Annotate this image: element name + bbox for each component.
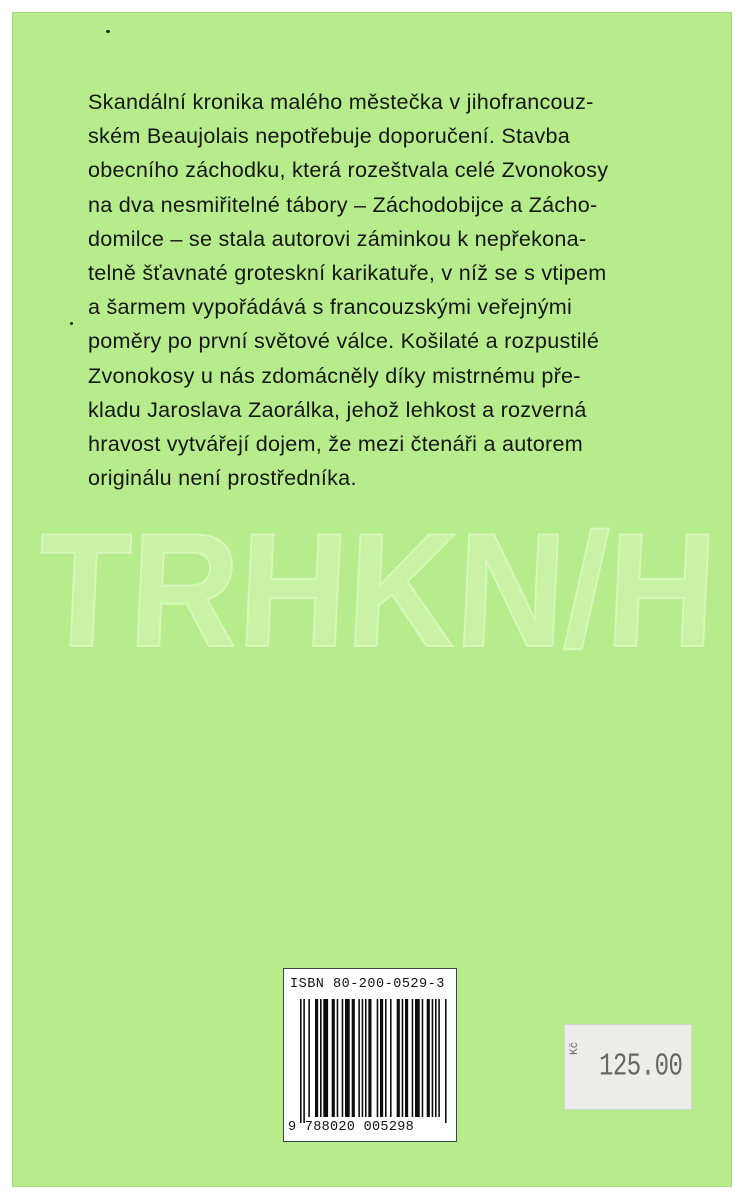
barcode-bar — [303, 999, 305, 1123]
barcode-bar — [432, 999, 434, 1117]
barcode-bar — [445, 999, 447, 1123]
barcode-bar — [402, 999, 404, 1117]
barcode-bar — [390, 999, 392, 1117]
barcode-bar — [358, 999, 360, 1117]
barcode-bar — [427, 999, 430, 1117]
barcode-bar — [342, 999, 344, 1117]
barcode-bar — [337, 999, 339, 1117]
barcode-bar — [332, 999, 335, 1117]
price-value: 125.00 — [599, 1049, 683, 1086]
speck-mark — [106, 30, 110, 33]
barcode-bar — [380, 999, 383, 1117]
barcode-bars — [300, 999, 450, 1123]
barcode-bar — [320, 999, 322, 1117]
isbn-barcode — [283, 968, 457, 1142]
price-currency: Kč — [569, 1041, 581, 1055]
barcode-bar — [345, 999, 350, 1117]
barcode-bar — [435, 999, 437, 1117]
barcode-bar — [315, 999, 318, 1117]
barcode-bar — [397, 999, 400, 1117]
isbn-number: ISBN 80-200-0529-3 — [290, 977, 445, 992]
blurb-text: Skandální kronika malého městečka v jihofrancouz- ském Beaujolais nepotřebuje doporučení. Stavba obecního záchodku, která rozeštvala celé Zvonokosy na dva nesmiřitelné tábory – Záchodobijce a Zácho- domilce – se stala autorovi záminkou k nepřekona- telně šťavnaté groteskní karikatuře, v níž se s vtipem a šarmem vypořádává s francouzskými veřejnými poměry po první světové válce. Košilaté a rozpustilé Zvonokosy u nás zdomácněly díky mistrnému pře- kladu Jaroslava Zaorálka, jehož lehkost a rozverná hravost vytvářejí dojem, že mezi čtenáři a autorem originálu není prostředníka. — [88, 89, 609, 491]
barcode-bar — [365, 999, 367, 1117]
barcode-bar — [415, 999, 420, 1117]
barcode-bar — [362, 999, 364, 1117]
barcode-bar — [422, 999, 424, 1117]
watermark-logo: TRHKN/H — [33, 500, 721, 681]
barcode-bar — [385, 999, 387, 1117]
price-sticker — [564, 1024, 692, 1110]
barcode-bar — [377, 999, 379, 1117]
barcode-bar — [300, 999, 302, 1123]
barcode-bar — [405, 999, 408, 1117]
speck-mark — [70, 322, 73, 325]
barcode-bar — [352, 999, 355, 1117]
barcode-bar — [412, 999, 414, 1117]
ean-number: 9 788020 005298 — [288, 1120, 415, 1135]
barcode-bar — [323, 999, 328, 1117]
barcode-bar — [368, 999, 371, 1117]
barcode-bar — [308, 999, 310, 1117]
barcode-bar — [438, 999, 440, 1117]
